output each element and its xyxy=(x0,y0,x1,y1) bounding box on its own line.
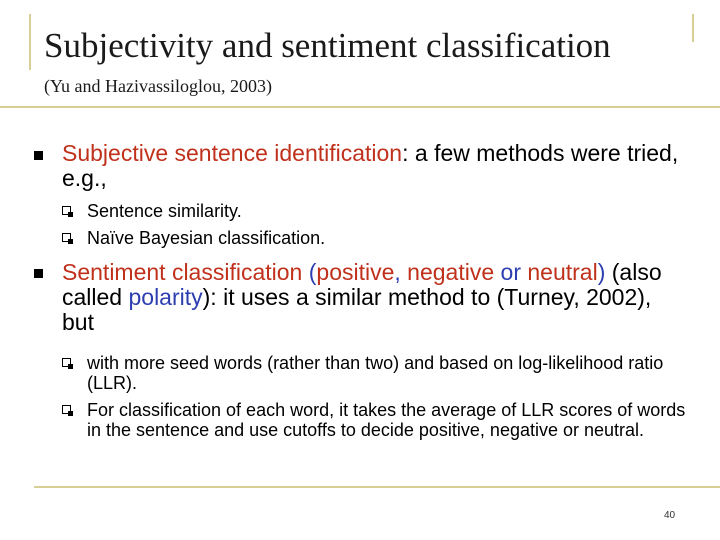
hollow-square-bullet-icon xyxy=(62,206,71,215)
bullet-1-rest: : a few methods were tried, e.g., xyxy=(62,140,679,191)
bullet-1-sub-1: Sentence similarity. xyxy=(87,201,242,221)
bullet-2-positive: positive xyxy=(316,259,395,285)
hollow-square-bullet-icon xyxy=(62,358,71,367)
bullet-2-polarity: polarity xyxy=(128,284,203,310)
hollow-square-bullet-icon xyxy=(62,233,71,242)
slide-title: Subjectivity and sentiment classification xyxy=(44,26,611,65)
square-bullet-icon xyxy=(34,269,43,278)
bullet-2-paren-open: ( xyxy=(302,259,317,285)
page-number: 40 xyxy=(664,510,676,521)
bullet-1-text xyxy=(62,141,687,191)
bullet-2-neutral: neutral xyxy=(527,259,598,285)
bullet-2-negative: negative xyxy=(407,259,495,285)
square-bullet-icon xyxy=(34,151,43,160)
bullet-2-paren-close: ) xyxy=(597,259,606,285)
bullet-1-term: Subjective sentence identification xyxy=(62,140,403,166)
slide-subtitle: (Yu and Hazivassiloglou, 2003) xyxy=(44,76,272,96)
bullet-2-or: or xyxy=(494,259,528,285)
bullet-2-text xyxy=(62,260,687,335)
bullet-2-sub-1: with more seed words (rather than two) and based on log-likelihood ratio (LLR). xyxy=(87,353,664,393)
bullet-2-comma: , xyxy=(394,259,408,285)
hollow-square-bullet-icon xyxy=(62,405,71,414)
bullet-2-also-pre: (also called xyxy=(62,259,662,310)
bullet-2-sub-2: For classification of each word, it takes the average of LLR scores of words in the sentence and use cutoffs to decide positive, negative or neutral. xyxy=(87,400,686,440)
bullet-2-term: Sentiment classification xyxy=(62,259,303,285)
bullet-2-also-post: ): it uses a similar method to (Turney, 2002), but xyxy=(62,284,652,335)
bullet-1-sub-2: Naïve Bayesian classification. xyxy=(87,228,326,248)
